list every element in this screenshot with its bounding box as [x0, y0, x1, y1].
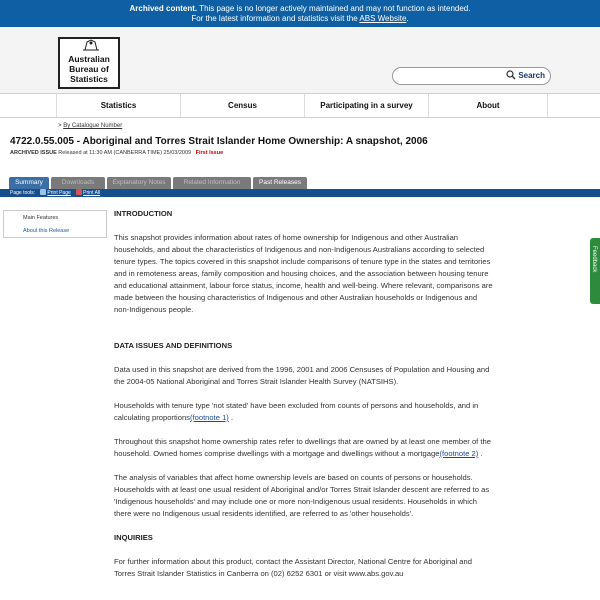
feedback-tab[interactable]: [590, 238, 600, 304]
archived-banner: [0, 0, 600, 27]
page-title: 4722.0.55.005 - Aboriginal and Torres Strait Islander Home Ownership: A snapshot, 2006: [10, 136, 428, 147]
breadcrumb: [58, 123, 122, 129]
latest-info-text: For the latest information and statistics visit the: [191, 14, 358, 23]
sidebar-nav: [3, 210, 107, 238]
release-time: Released at 11:30 AM (CANBERRA TIME) 25/03/2009: [58, 150, 192, 156]
data-paragraph-3: [114, 436, 494, 460]
search-button-label: Search: [518, 70, 545, 80]
footnote-2-link[interactable]: (footnote 2): [439, 449, 479, 458]
page-tools-bar: [0, 189, 600, 197]
sidebar-item-about-release[interactable]: About this Release: [23, 228, 70, 234]
banner-period: .: [406, 14, 409, 23]
first-issue-link[interactable]: First Issue: [195, 150, 224, 156]
feedback-label: Feedback: [591, 246, 597, 273]
archived-issue-label: ARCHIVED ISSUE: [10, 150, 57, 156]
print-all-icon: [76, 189, 82, 195]
search-button[interactable]: [506, 70, 545, 80]
nav-participating-in-a-survey[interactable]: Participating in a survey: [304, 94, 428, 117]
breadcrumb-arrow: >: [58, 123, 62, 129]
abs-website-link[interactable]: ABS Website: [359, 14, 407, 23]
data-issues-heading: DATA ISSUES AND DEFINITIONS: [114, 341, 233, 350]
print-all-label: Print All: [83, 190, 101, 196]
abs-logo[interactable]: [58, 37, 120, 89]
logo-line-1: Australian: [68, 54, 110, 64]
archived-message: This page is no longer actively maintained and may not function as intended.: [199, 4, 471, 13]
nav-about[interactable]: About: [428, 94, 548, 117]
search-input[interactable]: [392, 67, 551, 85]
issue-info: [10, 150, 223, 156]
logo-text: [60, 54, 118, 84]
main-nav: [0, 93, 600, 118]
coat-of-arms-icon: [82, 38, 100, 52]
logo-line-3: Statistics: [70, 74, 108, 84]
tab-downloads[interactable]: Downloads: [51, 177, 105, 189]
tab-explanatory-notes[interactable]: Explanatory Notes: [107, 177, 171, 189]
print-page-link[interactable]: [40, 190, 70, 196]
data-paragraph-3-end: .: [480, 449, 483, 458]
logo-line-2: Bureau of: [69, 64, 109, 74]
print-all-link[interactable]: [76, 190, 100, 196]
data-paragraph-2: [114, 400, 494, 424]
tab-related-information[interactable]: Related Information: [173, 177, 251, 189]
nav-statistics[interactable]: Statistics: [56, 94, 180, 117]
inquiries-heading: INQUIRIES: [114, 533, 153, 542]
nav-census[interactable]: Census: [180, 94, 304, 117]
footnote-1-link[interactable]: (footnote 1): [189, 413, 229, 422]
data-paragraph-4: The analysis of variables that affect home ownership levels are based on counts of persons or households. Households with at least one usual resident of Aboriginal and/or Torres Strait Islander descent are referred to as 'Indigenous households' and may include one or more non-Indigenous usual residents. Households in which there were no Indigenous usual residents identified, are referred to as 'other households'.: [114, 473, 490, 518]
inquiries-paragraph: For further information about this product, contact the Assistant Director, National Centre for Aboriginal and Torres Strait Islander Statistics in Canberra on (02) 6252 6301 or visit www.abs.gov.au: [114, 557, 472, 578]
data-paragraph-2-end: .: [230, 413, 234, 422]
main-content: [114, 208, 494, 580]
intro-paragraph: This snapshot provides information about rates of home ownership for Indigenous and other Australian households, and about the characteristics of Indigenous and non-Indigenous Australians according to selected tenure types. The topics covered in this snapshot include comparisons of tenure type in the states and territories and in remoteness areas, family composition and housing choices, and the association between housing tenure and educational attainment, labour force status, income, health and well-being. Where relevant, comparisons are made between the housing characteristics of Indigenous and other Australian households or Indigenous and non-Indigenous people.: [114, 233, 493, 314]
data-paragraph-1: Data used in this snapshot are derived from the 1996, 2001 and 2006 Censuses of Population and Housing and the 2004-05 National Aboriginal and Torres Strait Islander Health Survey (NATSIHS).: [114, 365, 490, 386]
intro-heading: INTRODUCTION: [114, 209, 173, 218]
breadcrumb-catalogue-link[interactable]: By Catalogue Number: [63, 123, 123, 129]
data-paragraph-3-text: Throughout this snapshot home ownership rates refer to dwellings that are owned by at least one member of the household. Owned homes comprise dwellings with a mortgage and dwellings without a mortgage: [114, 437, 491, 458]
tab-past-releases[interactable]: Past Releases: [253, 177, 307, 189]
data-paragraph-2-text: Households with tenure type 'not stated' have been excluded from counts of persons and households, and in calculating proportions: [114, 401, 479, 422]
tab-summary[interactable]: Summary: [9, 177, 49, 189]
printer-icon: [40, 189, 46, 195]
print-page-label: Print Page: [47, 190, 71, 196]
archived-label: Archived content.: [129, 4, 198, 13]
site-header: [0, 27, 600, 93]
search-icon: [506, 70, 516, 80]
sidebar-item-main-features[interactable]: Main Features: [23, 215, 59, 221]
page-tools-label: Page tools:: [10, 190, 36, 196]
